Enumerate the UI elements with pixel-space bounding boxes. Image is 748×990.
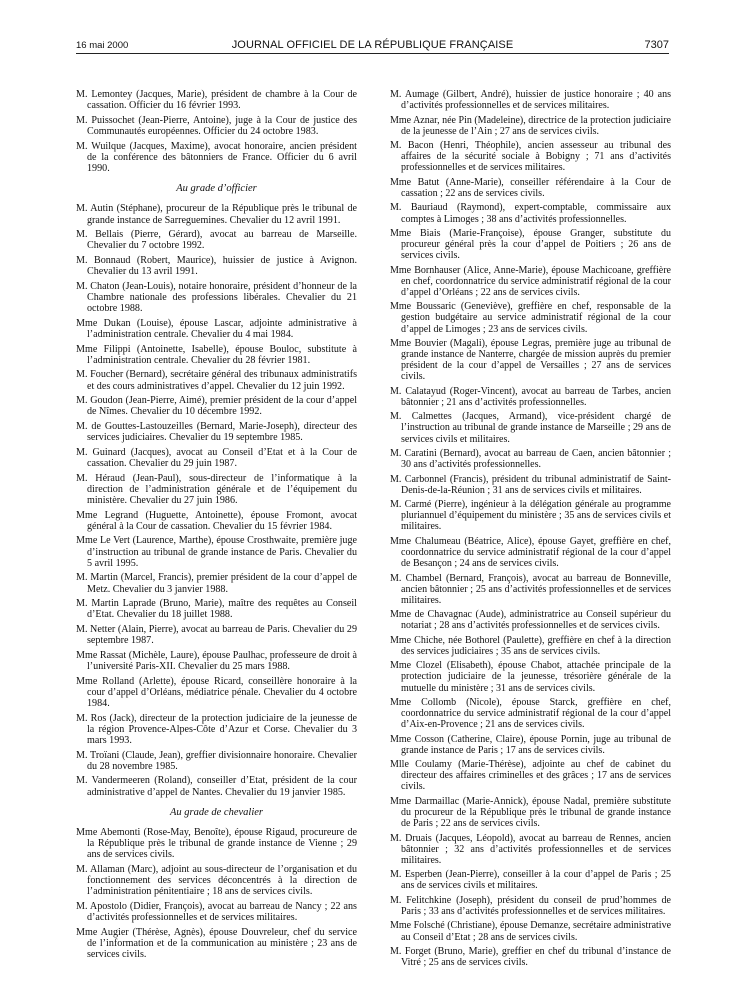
header-rule (76, 53, 669, 54)
decoration-entry: Mme de Chavagnac (Aude), administratrice au Conseil supérieur du notariat ; 28 ans d’activités professionnelles et de services civils. (390, 609, 671, 632)
decoration-entry: M. Aumage (Gilbert, André), huissier de justice honoraire ; 40 ans d’activités professionnelles et de services militaires. (390, 89, 671, 112)
decoration-entry: M. Chaton (Jean-Louis), notaire honoraire, président d’honneur de la Chambre nationale des professions libérales. Chevalier du 21 octobre 1988. (76, 280, 357, 315)
decoration-entry: M. Caratini (Bernard), avocat au barreau de Caen, ancien bâtonnier ; 30 ans d’activités professionnelles. (390, 448, 671, 471)
decoration-entry: M. Felitchkine (Joseph), président du conseil de prud’hommes de Paris ; 33 ans d’activités professionnelles et de services militaires. (390, 894, 671, 917)
decoration-entry: M. Martin (Marcel, Francis), premier président de la cour d’appel de Metz. Chevalier du 3 janvier 1988. (76, 572, 357, 595)
decoration-entry: Mme Legrand (Huguette, Antoinette), épouse Fromont, avocat général à la Cour de cassation. Chevalier du 15 février 1984. (76, 509, 357, 532)
decoration-entry: Mme Clozel (Elisabeth), épouse Chabot, attachée principale de la protection judiciaire de la jeunesse, trésorière générale de la mutuelle du ministère ; 31 ans de services civils. (390, 660, 671, 694)
decoration-entry: M. Puissochet (Jean-Pierre, Antoine), juge à la Cour de justice des Communautés européennes. Officier du 24 octobre 1983. (76, 114, 357, 137)
decoration-entry: M. Carbonnel (Francis), président du tribunal administratif de Saint-Denis-de-la-Réunion ; 31 ans de services civils et militaires. (390, 473, 671, 496)
decoration-entry: Mme Abemonti (Rose-May, Benoîte), épouse Rigaud, procureure de la République près le tribunal de grande instance de Vienne ; 29 ans de services civils. (76, 826, 357, 861)
decoration-entry: M. Vandermeeren (Roland), conseiller d’Etat, président de la cour administrative d’appel de Nantes. Chevalier du 19 janvier 1985. (76, 775, 357, 798)
decoration-entry: M. Bellais (Pierre, Gérard), avocat au barreau de Marseille. Chevalier du 7 octobre 1992. (76, 229, 357, 252)
decoration-entry: M. Druais (Jacques, Léopold), avocat au barreau de Rennes, ancien bâtonnier ; 32 ans d’activités professionnelles et de services militaires. (390, 832, 671, 866)
decoration-entry: M. Calmettes (Jacques, Armand), vice-président chargé de l’instruction au tribunal de grande instance de Marseille ; 29 ans de services civils et militaires. (390, 411, 671, 445)
decoration-entry: Mme Bornhauser (Alice, Anne-Marie), épouse Machicoane, greffière en chef, coordonnatrice du service administratif régional de la cour d’appel d’Orléans ; 22 ans de services civils. (390, 264, 671, 298)
decoration-entry: M. Forget (Bruno, Marie), greffier en chef du tribunal d’instance de Vitré ; 25 ans de services civils. (390, 946, 671, 969)
decoration-entry: M. Troïani (Claude, Jean), greffier divisionnaire honoraire. Chevalier du 28 novembre 1985. (76, 749, 357, 772)
decoration-entry: Mme Folsché (Christiane), épouse Demanze, secrétaire administrative au Conseil d’Etat ; 28 ans de services civils. (390, 920, 672, 943)
decoration-entry: M. Netter (Alain, Pierre), avocat au barreau de Paris. Chevalier du 29 septembre 1987. (76, 623, 357, 647)
journal-title: JOURNAL OFFICIEL DE LA RÉPUBLIQUE FRANÇAISE (231, 39, 514, 51)
decoration-entry: Mme Filippi (Antoinette, Isabelle), épouse Bouloc, substitute à l’administration centrale. Chevalier du 28 février 1981. (76, 343, 357, 366)
section-heading: Au grade d’officier (176, 183, 257, 195)
decoration-entry: M. Calatayud (Roger-Vincent), avocat au barreau de Tarbes, ancien bâtonnier ; 21 ans d’activités professionnelles. (390, 385, 671, 408)
decoration-entry: Mme Rolland (Arlette), épouse Ricard, conseillère honoraire à la cour d’appel d’Orléans, médiatrice pénale. Chevalier du 4 octobre 1984. (76, 675, 357, 709)
page-header (76, 36, 669, 52)
decoration-entry: Mme Cosson (Catherine, Claire), épouse Pornin, juge au tribunal de grande instance de Paris ; 17 ans de services civils. (390, 733, 671, 756)
decoration-entry: M. Autin (Stéphane), procureur de la République près le tribunal de grande instance de Sarreguemines. Chevalier du 12 avril 1991. (76, 203, 357, 226)
decoration-entry: Mme Chalumeau (Béatrice, Alice), épouse Gayet, greffière en chef, coordonnatrice du service administratif régional de la cour d’appel de Besançon ; 24 ans de services civils. (390, 535, 671, 570)
decoration-entry: M. Apostolo (Didier, François), avocat au barreau de Nancy ; 22 ans d’activités professionnelles et de services militaires. (76, 900, 357, 924)
decoration-entry: M. Martin Laprade (Bruno, Marie), maître des requêtes au Conseil d’Etat. Chevalier du 18 juillet 1988. (76, 598, 357, 621)
decoration-entry: M. Lemontey (Jacques, Marie), président de chambre à la Cour de cassation. Officier du 16 février 1993. (76, 89, 357, 112)
decoration-entry: Mme Rassat (Michèle, Laure), épouse Paulhac, professeure de droit à l’université Paris-XII. Chevalier du 25 mars 1988. (76, 649, 357, 672)
right-column (390, 89, 671, 972)
decoration-entry: M. Bauriaud (Raymond), expert-comptable, commissaire aux comptes à Limoges ; 38 ans d’activités professionnelles. (390, 202, 671, 225)
decoration-entry: M. Goudon (Jean-Pierre, Aimé), premier président de la cour d’appel de Nîmes. Chevalier du 10 décembre 1992. (76, 395, 357, 418)
page-number: 7307 (644, 39, 669, 51)
decoration-entry: Mme Biais (Marie-Françoise), épouse Granger, substitute du procureur général près la cour d’appel de Poitiers ; 26 ans de services civils. (390, 227, 671, 262)
decoration-entry: M. Allaman (Marc), adjoint au sous-directeur de l’organisation et du fonctionnement des services déconcentrés à la direction de l’administration pénitentiaire ; 18 ans de services civils. (76, 863, 357, 898)
left-column (76, 89, 357, 964)
decoration-entry: M. Héraud (Jean-Paul), sous-directeur de l’informatique à la direction de l’administration générale et de l’équipement du ministère. Chevalier du 27 juin 1986. (76, 472, 357, 506)
decoration-entry: Mme Boussaric (Geneviève), greffière en chef, responsable de la gestion budgétaire au service administratif régional de la cour d’appel de Limoges ; 23 ans de services civils. (390, 301, 671, 335)
decoration-entry: Mme Darmaillac (Marie-Annick), épouse Nadal, première substitute du procureur de la République près le tribunal de grande instance de Paris ; 22 ans de services civils. (390, 795, 671, 830)
decoration-entry: M. Ros (Jack), directeur de la protection judiciaire de la jeunesse de la région Provence-Alpes-Côte d’Azur et Corse. Chevalier du 3 mars 1993. (76, 712, 357, 746)
decoration-entry: Mme Le Vert (Laurence, Marthe), épouse Crosthwaite, première juge d’instruction au tribunal de grande instance de Paris. Chevalier du 5 avril 1995. (76, 535, 357, 569)
decoration-entry: M. Foucher (Bernard), secrétaire général des tribunaux administratifs et des cours administratives d’appel. Chevalier du 12 juin 1992. (76, 369, 357, 392)
decoration-entry: Mme Bouvier (Magali), épouse Legras, première juge au tribunal de grande instance de Nanterre, chargée de mission auprès du premier président de la cour d’appel de Versailles ; 27 ans de services civils. (390, 338, 671, 383)
decoration-entry: M. Chambel (Bernard, François), avocat au barreau de Bonneville, ancien bâtonnier ; 25 ans d’activités professionnelles et de services militaires. (390, 572, 671, 606)
decoration-entry: Mme Batut (Anne-Marie), conseiller référendaire à la Cour de cassation ; 22 ans de services civils. (390, 176, 671, 199)
issue-date: 16 mai 2000 (76, 40, 129, 51)
decoration-entry: Mme Dukan (Louise), épouse Lascar, adjointe administrative à l’administration centrale. Chevalier du 4 mai 1984. (76, 317, 357, 340)
decoration-entry: M. de Gouttes-Lastouzeilles (Bernard, Marie-Joseph), directeur des services judiciaires. Chevalier du 19 septembre 1985. (76, 420, 357, 444)
decoration-entry: Mme Collomb (Nicole), épouse Starck, greffière en chef, coordonnatrice du service administratif régional de la cour d’appel d’Aix-en-Provence ; 21 ans de services civils. (390, 697, 671, 731)
decoration-entry: M. Esperben (Jean-Pierre), conseiller à la cour d’appel de Paris ; 25 ans de services civils et militaires. (390, 869, 671, 892)
decoration-entry: M. Bonnaud (Robert, Maurice), huissier de justice à Avignon. Chevalier du 13 avril 1991. (76, 255, 357, 278)
decoration-entry: M. Bacon (Henri, Théophile), ancien assesseur au tribunal des affaires de la sécurité sociale à Bobigny ; 71 ans d’activités professionnelles et de services militaires. (390, 140, 671, 174)
decoration-entry: M. Carmé (Pierre), ingénieur à la délégation générale au programme pluriannuel d’équipement du ministère ; 35 ans de services civils et militaires. (390, 499, 671, 533)
decoration-entry: Mme Augier (Thérèse, Agnès), épouse Douvreleur, chef du service de l’information et de la communication au ministère ; 23 ans de services civils. (76, 926, 357, 961)
decoration-entry: M. Wuilque (Jacques, Maxime), avocat honoraire, ancien président de la conférence des bâtonniers de France. Officier du 6 avril 1990. (76, 140, 357, 174)
decoration-entry: M. Guinard (Jacques), avocat au Conseil d’Etat et à la Cour de cassation. Chevalier du 29 juin 1987. (76, 446, 357, 469)
section-heading: Au grade de chevalier (169, 806, 263, 818)
decoration-entry: Mlle Coulamy (Marie-Thérèse), adjointe au chef de cabinet du directeur des affaires criminelles et des grâces ; 17 ans de services civils. (390, 759, 671, 793)
decoration-entry: Mme Aznar, née Pin (Madeleine), directrice de la protection judiciaire de la jeunesse de l’Ain ; 27 ans de services civils. (390, 114, 671, 137)
decoration-entry: Mme Chiche, née Bothorel (Paulette), greffière en chef à la direction des services judiciaires ; 35 ans de services civils. (390, 634, 671, 657)
